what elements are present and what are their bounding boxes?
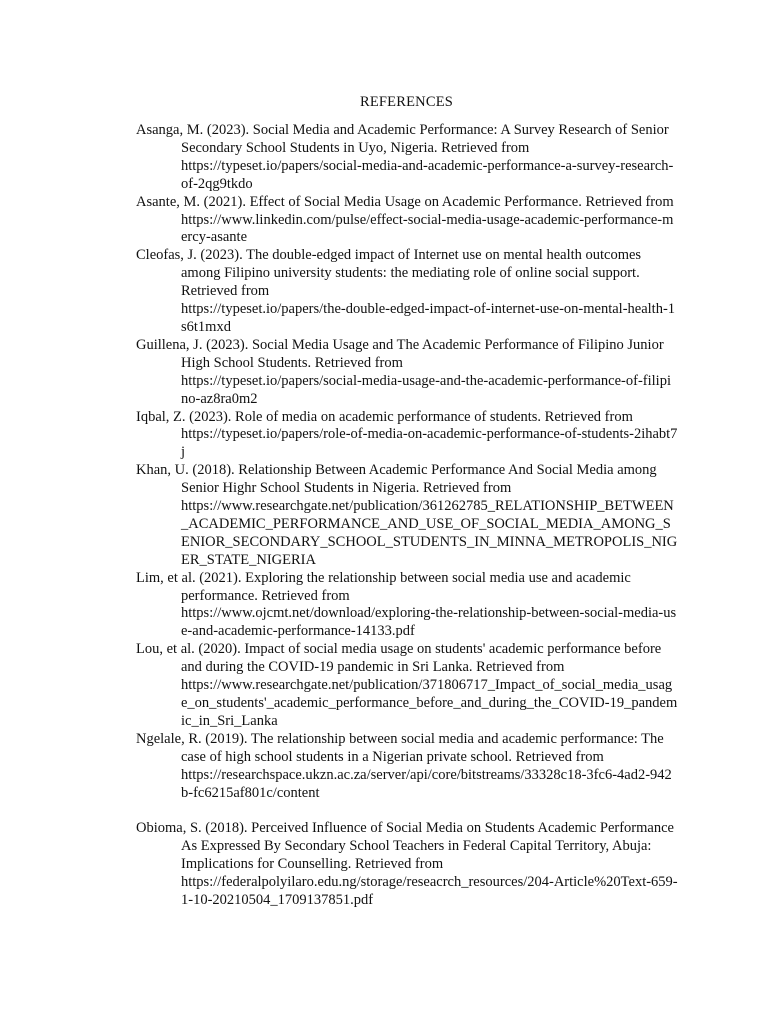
reference-item — [136, 247, 678, 337]
reference-url: https://federalpolyilaro.edu.ng/storage/reseacrch_resources/204-Article%20Text-659-1-10-20210504_1709137851.pdf — [181, 874, 678, 909]
reference-item — [136, 820, 678, 910]
reference-url: https://www.ojcmt.net/download/exploring-the-relationship-between-social-media-use-and-academic-performance-14133.pdf — [181, 605, 677, 640]
reference-url: https://www.researchgate.net/publication/371806717_Impact_of_social_media_usage_on_students'_academic_performance_before_and_during_the_COVID-19_pandemic_in_Sri_Lanka — [181, 677, 678, 729]
reference-list — [136, 122, 678, 910]
reference-item — [136, 194, 678, 248]
reference-citation: Cleofas, J. (2023). The double-edged impact of Internet use on mental health outcomes among Filipino university students: the mediating role of online social support. Retrieved from — [136, 247, 642, 300]
reference-item — [136, 462, 678, 569]
reference-item — [136, 641, 678, 731]
reference-url: https://www.researchgate.net/publication/361262785_RELATIONSHIP_BETWEEN_ACADEMIC_PERFORMANCE_AND_USE_OF_SOCIAL_MEDIA_AMONG_SENIOR_SECONDARY_SCHOOL_STUDENTS_IN_MINNA_METROPOLIS_NIGER_STATE_NIGERIA — [181, 498, 678, 568]
page-title: REFERENCES — [359, 94, 454, 110]
reference-url: https://typeset.io/papers/the-double-edged-impact-of-internet-use-on-mental-health-1s6t1mxd — [181, 301, 676, 335]
reference-item — [136, 122, 678, 194]
reference-url: https://typeset.io/papers/role-of-media-on-academic-performance-of-students-2ihabt7j — [181, 426, 678, 461]
reference-citation: Lou, et al. (2020). Impact of social media usage on students' academic performance before and during the COVID-19 pandemic in Sri Lanka. Retrieved from — [136, 641, 662, 676]
reference-citation: Asanga, M. (2023). Social Media and Academic Performance: A Survey Research of Senior Secondary School Students in Uyo, Nigeria. Retrieved from — [136, 122, 669, 156]
reference-url: https://typeset.io/papers/social-media-and-academic-performance-a-survey-research-of-2qg9tkdo — [181, 157, 674, 192]
reference-citation: Guillena, J. (2023). Social Media Usage and The Academic Performance of Filipino Junior High School Students. Retrieved from — [136, 336, 664, 371]
reference-item — [136, 409, 678, 463]
reference-url: https://typeset.io/papers/social-media-usage-and-the-academic-performance-of-filipino-az8ra0m2 — [181, 372, 671, 407]
reference-citation: Asante, M. (2021). Effect of Social Media Usage on Academic Performance. Retrieved from — [136, 193, 674, 210]
reference-citation: Ngelale, R. (2019). The relationship between social media and academic performance: The case of high school students in a Nigerian private school. Retrieved from — [136, 730, 664, 765]
reference-citation: Khan, U. (2018). Relationship Between Academic Performance And Social Media among Senior Highr School Students in Nigeria. Retrieved from — [136, 462, 657, 497]
reference-citation: Obioma, S. (2018). Perceived Influence of Social Media on Students Academic Performance As Expressed By Secondary School Teachers in Federal Capital Territory, Abuja: Implications for Counselling. Retrieved from — [136, 820, 674, 873]
reference-citation: Lim, et al. (2021). Exploring the relationship between social media use and academic performance. Retrieved from — [136, 569, 631, 604]
reference-item — [136, 337, 678, 409]
reference-item — [136, 731, 678, 803]
reference-url: https://www.linkedin.com/pulse/effect-social-media-usage-academic-performance-mercy-asante — [181, 211, 674, 246]
reference-url: https://researchspace.ukzn.ac.za/server/api/core/bitstreams/33328c18-3fc6-4ad2-942b-fc6215af801c/content — [181, 766, 672, 801]
reference-item — [136, 570, 678, 642]
reference-citation: Iqbal, Z. (2023). Role of media on academic performance of students. Retrieved from — [136, 408, 633, 425]
